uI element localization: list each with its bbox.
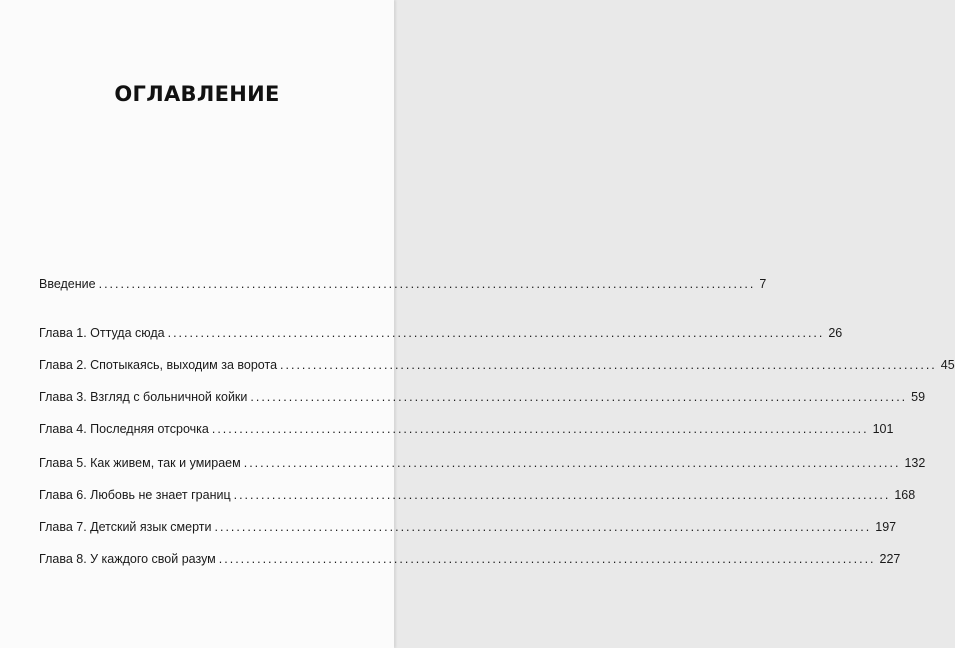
toc-entry-page: 197 bbox=[875, 520, 897, 534]
toc-entry-label: Введение bbox=[39, 277, 96, 291]
toc-entry-page: 168 bbox=[894, 488, 916, 502]
toc-entry-label: Глава 3. Взгляд с больничной койки bbox=[39, 390, 248, 404]
toc-entry-chapter-2 bbox=[39, 358, 955, 372]
toc-entry-page: 59 bbox=[911, 390, 926, 404]
toc-entry-label: Глава 2. Спотыкаясь, выходим за ворота bbox=[39, 358, 278, 372]
toc-entry-page: 26 bbox=[828, 326, 843, 340]
dot-leader: ........................................................................................................................ bbox=[280, 358, 937, 372]
dot-leader: ........................................................................................................................ bbox=[167, 326, 825, 340]
toc-entry-label: Глава 7. Детский язык смерти bbox=[39, 520, 212, 534]
toc-entry-label: Глава 1. Оттуда сюда bbox=[39, 326, 165, 340]
toc-entry-chapter-6 bbox=[39, 488, 916, 502]
toc-entry-chapter-8 bbox=[39, 552, 901, 566]
toc-entry-page: 101 bbox=[872, 422, 894, 436]
toc-entry-chapter-7 bbox=[39, 520, 897, 534]
toc-entry-label: Глава 8. У каждого свой разум bbox=[39, 552, 216, 566]
dot-leader: ........................................................................................................................ bbox=[98, 277, 756, 291]
toc-entry-label: Глава 5. Как живем, так и умираем bbox=[39, 456, 241, 470]
dot-leader: ........................................................................................................................ bbox=[243, 456, 901, 470]
toc-entry-page: 227 bbox=[879, 552, 901, 566]
toc-entry-label: Глава 6. Любовь не знает границ bbox=[39, 488, 231, 502]
toc-entry-chapter-3 bbox=[39, 390, 926, 404]
toc-entry-page: 132 bbox=[904, 456, 926, 470]
toc-entry-page: 7 bbox=[759, 277, 767, 291]
toc-entry-chapter-4 bbox=[39, 422, 894, 436]
toc-entry-chapter-5 bbox=[39, 456, 926, 470]
dot-leader: ........................................................................................................................ bbox=[214, 520, 872, 534]
dot-leader: ........................................................................................................................ bbox=[211, 422, 869, 436]
toc-entry-page: 45 bbox=[940, 358, 955, 372]
toc-entry-introduction bbox=[39, 277, 767, 291]
toc-entry-chapter-1 bbox=[39, 326, 843, 340]
dot-leader: ........................................................................................................................ bbox=[218, 552, 876, 566]
toc-title: ОГЛАВЛЕНИЕ bbox=[114, 82, 280, 106]
dot-leader: ........................................................................................................................ bbox=[233, 488, 891, 502]
toc-entry-label: Глава 4. Последняя отсрочка bbox=[39, 422, 209, 436]
dot-leader: ........................................................................................................................ bbox=[250, 390, 908, 404]
